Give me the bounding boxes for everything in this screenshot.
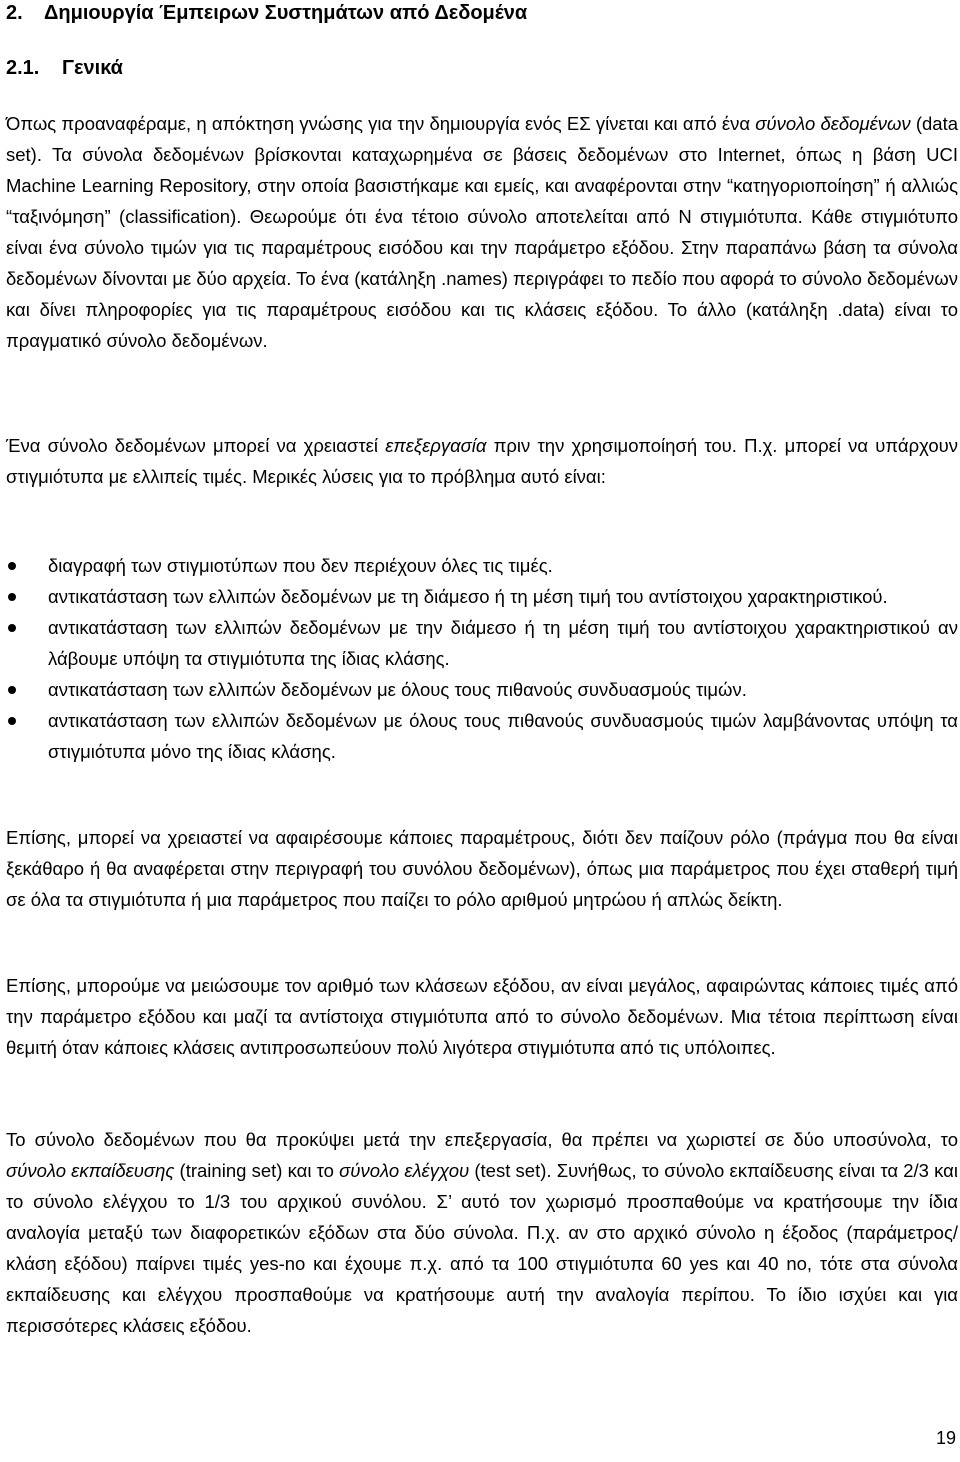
paragraph-remove-parameters: Επίσης, μπορεί να χρειαστεί να αφαιρέσουμε κάποιες παραμέτρους, διότι δεν παίζουν ρόλο (πράγμα που θα είναι ξεκάθαρο ή θα αναφέρεται στην περιγραφή του συνόλου δεδομένων), όπως μια παράμετρος που έχει σταθερή τιμή σε όλα τα στιγμιότυπα ή μια παράμετρος που παίζει το ρόλο αριθμού μητρώου ή απλώς δείκτη. xyxy=(6,827,958,910)
section-title: Γενικά xyxy=(62,57,123,79)
bullet-icon xyxy=(8,562,16,570)
list-item xyxy=(6,550,958,581)
paragraph-train-test-split xyxy=(6,1124,958,1341)
list-item xyxy=(6,612,958,674)
italic-term: σύνολο εκπαίδευσης xyxy=(6,1160,175,1181)
text-run: (data set). Τα σύνολα δεδομένων βρίσκονται καταχωρημένα σε βάσεις δεδομένων στο Internet, όπως η βάση UCI Machine Learning Repository, στην οποία βασιστήκαμε και εμείς, και αναφέρονται στην “κατηγοριοποίηση” ή αλλιώς “ταξινόμηση” (classification). Θεωρούμε ότι ένα τέτοιο σύνολο αποτελείται από N στιγμιότυπα. Κάθε στιγμιότυπο είναι ένα σύνολο τιμών για τις παραμέτρους εισόδου και την παράμετρο εξόδου. Στην παραπάνω βάση τα σύνολα δεδομένων δίνονται με δύο αρχεία. Το ένα (κατάληξη .names) περιγράφει το πεδίο που αφορά το σύνολο δεδομένων και δίνει πληροφορίες για τις παραμέτρους εισόδου και τις κλάσεις εξόδου. Το άλλο (κατάληξη .data) είναι το πραγματικό σύνολο δεδομένων. xyxy=(6,113,959,351)
list-item xyxy=(6,674,958,705)
italic-term: επεξεργασία xyxy=(385,435,487,456)
italic-term: σύνολο δεδομένων xyxy=(755,113,911,134)
list-item-text: αντικατάσταση των ελλιπών δεδομένων με τη διάμεσο ή τη μέση τιμή του αντίστοιχου χαρακτηριστικού. xyxy=(48,586,888,607)
bullet-icon xyxy=(8,624,16,632)
text-run: Όπως προαναφέραμε, η απόκτηση γνώσης για την δημιουργία ενός ΕΣ γίνεται και από ένα xyxy=(6,113,756,134)
chapter-number: 2. xyxy=(6,2,23,24)
bullet-icon xyxy=(8,686,16,694)
text-run: (training set) και το xyxy=(174,1160,340,1181)
paragraph-preprocessing xyxy=(6,430,958,492)
text-run: Ένα σύνολο δεδομένων μπορεί να χρειαστεί xyxy=(6,435,386,456)
page-number: 19 xyxy=(935,1428,956,1448)
chapter-title: Δημιουργία Έμπειρων Συστημάτων από Δεδομένα xyxy=(44,2,528,24)
bullet-icon xyxy=(8,593,16,601)
text-run: πριν την χρησιμοποίησή του. Π.χ. μπορεί να υπάρχουν στιγμιότυπα με ελλιπείς τιμές. Μερικές λύσεις για το πρόβλημα αυτό είναι: xyxy=(6,435,958,487)
missing-values-list xyxy=(6,550,958,767)
list-item xyxy=(6,705,958,767)
italic-term: σύνολο ελέγχου xyxy=(339,1160,470,1181)
list-item-text: διαγραφή των στιγμιοτύπων που δεν περιέχουν όλες τις τιμές. xyxy=(48,555,553,576)
section-heading xyxy=(6,57,123,80)
paragraph-reduce-classes: Επίσης, μπορούμε να μειώσουμε τον αριθμό των κλάσεων εξόδου, αν είναι μεγάλος, αφαιρώντας κάποιες τιμές από την παράμετρο εξόδου και μαζί τα αντίστοιχα στιγμιότυπα από το σύνολο δεδομένων. Μια τέτοια περίπτωση είναι θεμιτή όταν κάποιες κλάσεις αντιπροσωπεύουν πολύ λιγότερα στιγμιότυπα από τις υπόλοιπες. xyxy=(6,975,958,1058)
list-item-text: αντικατάσταση των ελλιπών δεδομένων με όλους τους πιθανούς συνδυασμούς τιμών λαμβάνοντας υπόψη τα στιγμιότυπα μόνο της ίδιας κλάσης. xyxy=(48,710,958,762)
chapter-heading xyxy=(6,2,527,25)
list-item xyxy=(6,581,958,612)
bullet-icon xyxy=(8,717,16,725)
paragraph-data-sets xyxy=(6,108,958,356)
list-item-text: αντικατάσταση των ελλιπών δεδομένων με την διάμεσο ή τη μέση τιμή του αντίστοιχου χαρακτηριστικού αν λάβουμε υπόψη τα στιγμιότυπα της ίδιας κλάσης. xyxy=(48,617,958,669)
text-run: (test set). Συνήθως, το σύνολο εκπαίδευσης είναι τα 2/3 και το σύνολο ελέγχου το 1/3 του αρχικού συνόλου. Σ’ αυτό τον χωρισμό προσπαθούμε να κρατήσουμε την ίδια αναλογία μεταξύ των διαφορετικών εξόδων στα δύο σύνολα. Π.χ. αν στο αρχικό σύνολο η έξοδος (παράμετρος/κλάση εξόδου) παίρνει τιμές yes-no και έχουμε π.χ. από τα 100 στιγμιότυπα 60 yes και 40 no, τότε στα σύνολα εκπαίδευσης και ελέγχου προσπαθούμε να κρατήσουμε αυτή την αναλογία περίπου. Το ίδιο ισχύει και για περισσότερες κλάσεις εξόδου. xyxy=(6,1160,958,1336)
text-run: Το σύνολο δεδομένων που θα προκύψει μετά την επεξεργασία, θα πρέπει να χωριστεί σε δύο υποσύνολα, το xyxy=(6,1129,958,1150)
section-number: 2.1. xyxy=(6,57,40,79)
list-item-text: αντικατάσταση των ελλιπών δεδομένων με όλους τους πιθανούς συνδυασμούς τιμών. xyxy=(48,679,747,700)
